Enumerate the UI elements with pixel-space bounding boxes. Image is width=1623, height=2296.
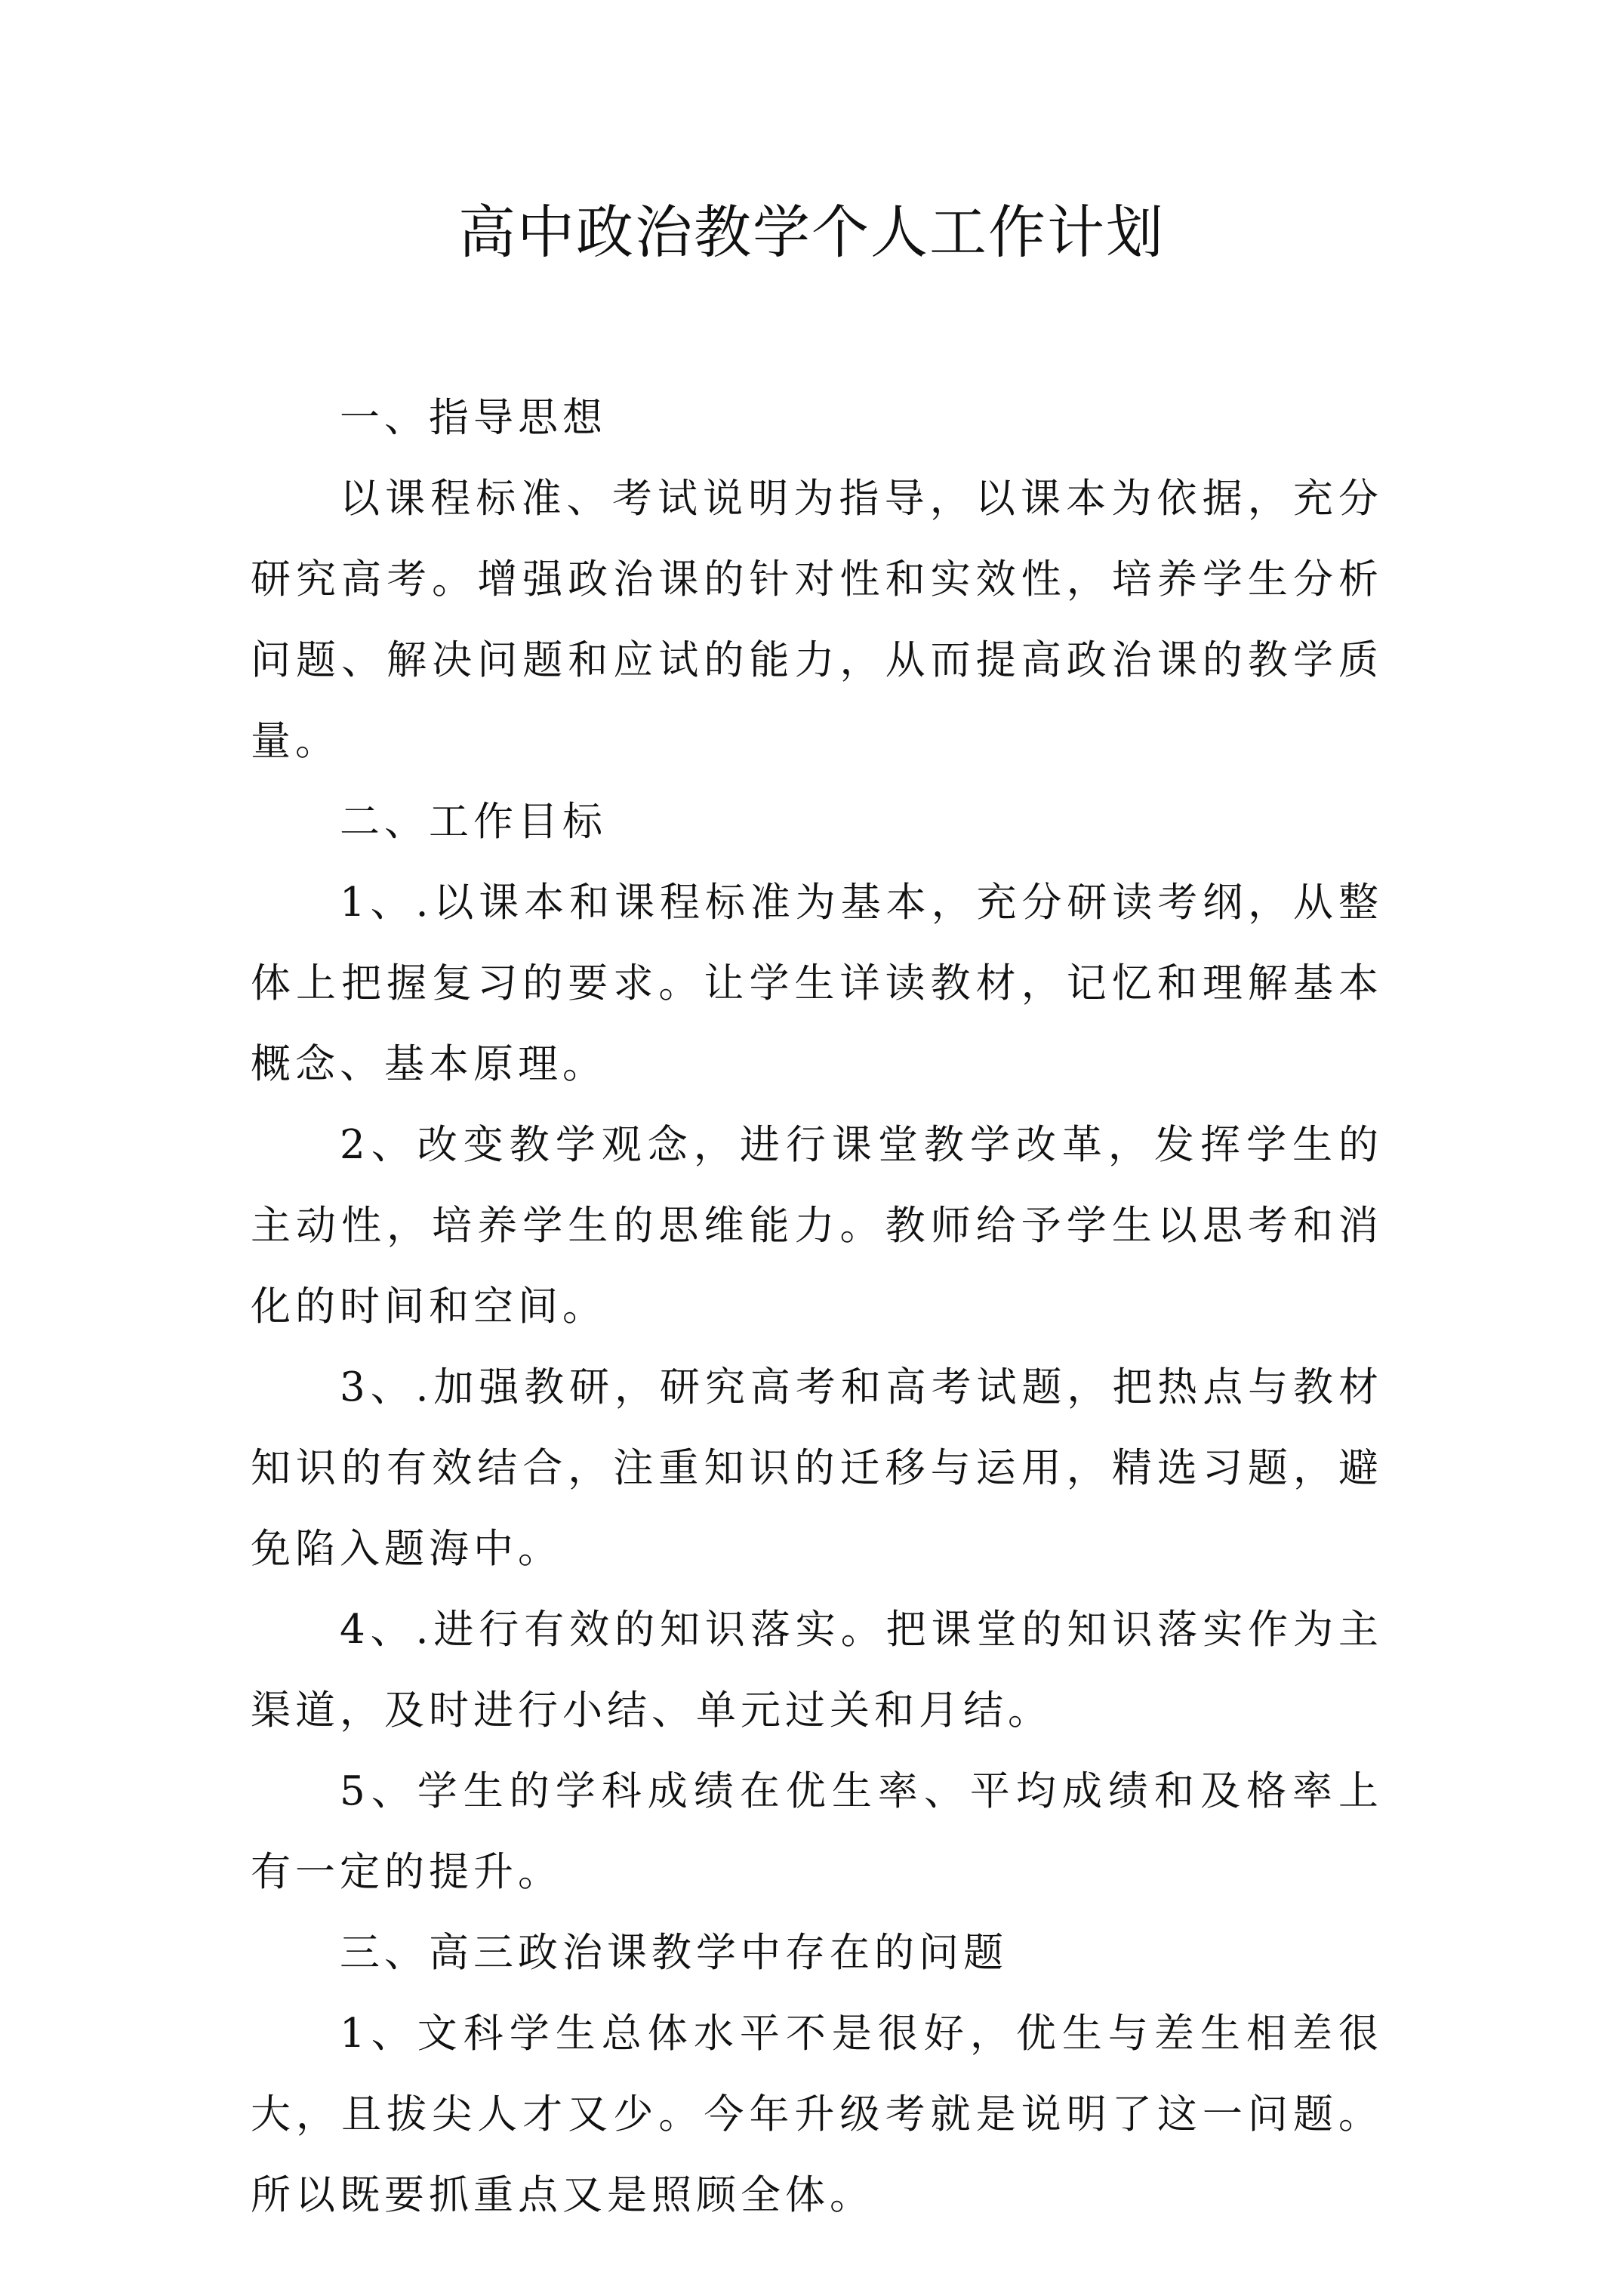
goal-item-2: 2、改变教学观念，进行课堂教学改革，发挥学生的主动性，培养学生的思维能力。教师给予学生以思考和消化的时间和空间。 — [251, 1122, 1383, 1330]
paragraph-guiding-ideology: 以课程标准、考试说明为指导，以课本为依据，充分研究高考。增强政治课的针对性和实效性，培养学生分析问题、解决问题和应试的能力，从而提高政治课的教学质量。 — [251, 476, 1383, 764]
problem-item-1: 1、文科学生总体水平不是很好，优生与差生相差很大，且拔尖人才又少。今年升级考就是说明了这一问题。所以既要抓重点又是照顾全体。 — [251, 2011, 1383, 2218]
goal-item-5: 5、学生的学科成绩在优生率、平均成绩和及格率上有一定的提升。 — [251, 1768, 1383, 1895]
heading-guiding-ideology: 一、指导思想 — [340, 395, 607, 441]
goal-item-4: 4、.进行有效的知识落实。把课堂的知识落实作为主渠道，及时进行小结、单元过关和月结。 — [251, 1607, 1383, 1734]
goal-item-1: 1、.以课本和课程标准为基本，充分研读考纲，从整体上把握复习的要求。让学生详读教材，记忆和理解基本概念、基本原理。 — [251, 880, 1383, 1087]
heading-work-goals: 二、工作目标 — [340, 799, 607, 845]
document-title: 高中政治教学个人工作计划 — [458, 199, 1165, 266]
heading-existing-problems: 三、高三政治课教学中存在的问题 — [340, 1930, 1008, 1976]
document-body — [251, 378, 1383, 2236]
goal-item-3: 3、.加强教研，研究高考和高考试题，把热点与教材知识的有效结合，注重知识的迁移与运用，精选习题，避免陷入题海中。 — [251, 1364, 1383, 1572]
